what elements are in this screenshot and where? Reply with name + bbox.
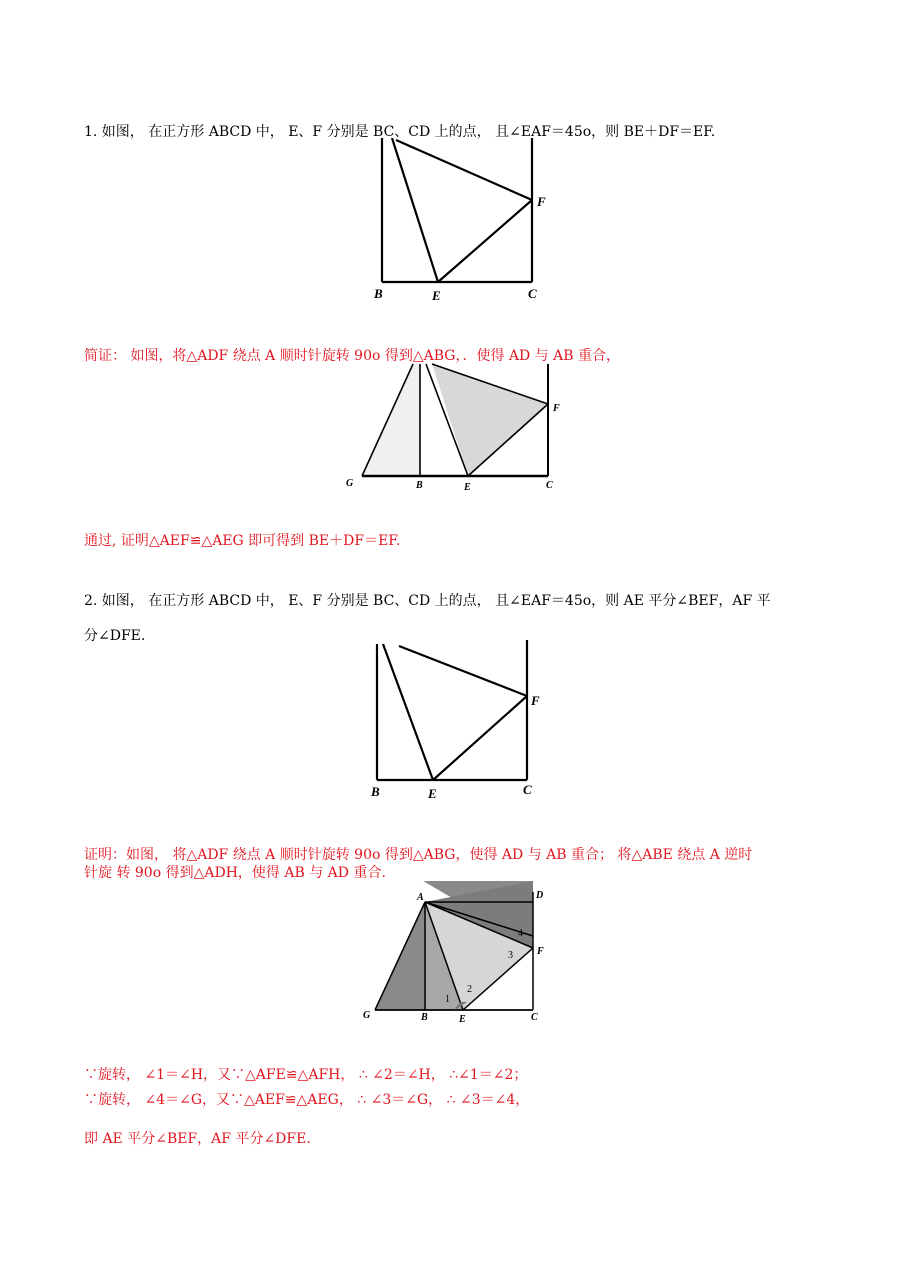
fig2r-label-b: B bbox=[421, 1012, 428, 1023]
fig1-label-e: E bbox=[432, 288, 441, 303]
fig2-label-b: B bbox=[371, 784, 380, 799]
problem-2-step-1: ∵旋转， ∠1＝∠H，又∵△AFE≌△AFH， ∴ ∠2＝∠H， ∴∠1＝∠2； bbox=[84, 1067, 528, 1083]
figure-1-square bbox=[360, 138, 560, 308]
fig2r-angle-4: 4 bbox=[518, 928, 523, 939]
fig2r-label-a: A bbox=[417, 892, 424, 903]
fig2-label-e: E bbox=[428, 786, 437, 801]
fig2r-label-f: F bbox=[537, 946, 544, 957]
fig2r-angle-1: 1 bbox=[445, 994, 450, 1005]
fig2r-label-g: G bbox=[363, 1010, 371, 1021]
fig2r-label-c: C bbox=[531, 1012, 538, 1023]
fig1r-label-e: E bbox=[464, 482, 471, 493]
fig2r-label-e: E bbox=[459, 1014, 466, 1025]
figure-1-rotation bbox=[340, 362, 570, 497]
problem-2-statement-line-1: 2. 如图， 在正方形 ABCD 中， E、F 分别是 BC、CD 上的点， 且∠EAF＝45o，则 AE 平分∠BEF，AF 平 bbox=[84, 593, 771, 609]
fig2r-angle-2: 2 bbox=[467, 984, 472, 995]
fig1r-label-f: F bbox=[553, 403, 560, 414]
problem-1-proof-intro: 简证： 如图，将△ADF 绕点 A 顺时针旋转 90o 得到△ABG，．使得 AD 与 AB 重合， bbox=[84, 348, 621, 364]
fig2r-angle-3: 3 bbox=[508, 950, 513, 961]
fig1-label-b: B bbox=[374, 286, 383, 301]
fig1r-label-b: B bbox=[416, 480, 423, 491]
figure-2-rotation bbox=[355, 878, 555, 1028]
problem-2-statement-line-2: 分∠DFE. bbox=[84, 628, 146, 644]
problem-1-statement: 1. 如图， 在正方形 ABCD 中， E、F 分别是 BC、CD 上的点， 且∠EAF＝45o，则 BE＋DF＝EF. bbox=[84, 124, 716, 140]
fig1r-label-g: G bbox=[346, 478, 354, 489]
problem-2-proof-line-2: 针旋 转 90o 得到△ADH，使得 AB 与 AD 重合. bbox=[84, 865, 386, 881]
fig2r-label-d: D bbox=[536, 890, 544, 901]
fig2-label-c: C bbox=[523, 782, 532, 797]
problem-2-step-2: ∵旋转， ∠4＝∠G，又∵△AEF≌△AEG， ∴ ∠3＝∠G， ∴ ∠3＝∠4， bbox=[84, 1092, 530, 1108]
problem-2-conclusion: 即 AE 平分∠BEF，AF 平分∠DFE. bbox=[84, 1131, 311, 1147]
fig1-label-c: C bbox=[528, 286, 537, 301]
problem-2-proof-line-1: 证明：如图， 将△ADF 绕点 A 顺时针旋转 90o 得到△ABG，使得 AD 与 AB 重合； 将△ABE 绕点 A 逆时 bbox=[84, 847, 753, 863]
fig1r-label-c: C bbox=[546, 480, 553, 491]
figure-2-square bbox=[355, 640, 555, 805]
problem-1-conclusion: 通过, 证明△AEF≌△AEG 即可得到 BE＋DF＝EF. bbox=[84, 533, 401, 549]
fig1-label-f: F bbox=[537, 194, 546, 209]
fig2-label-f: F bbox=[531, 693, 540, 708]
